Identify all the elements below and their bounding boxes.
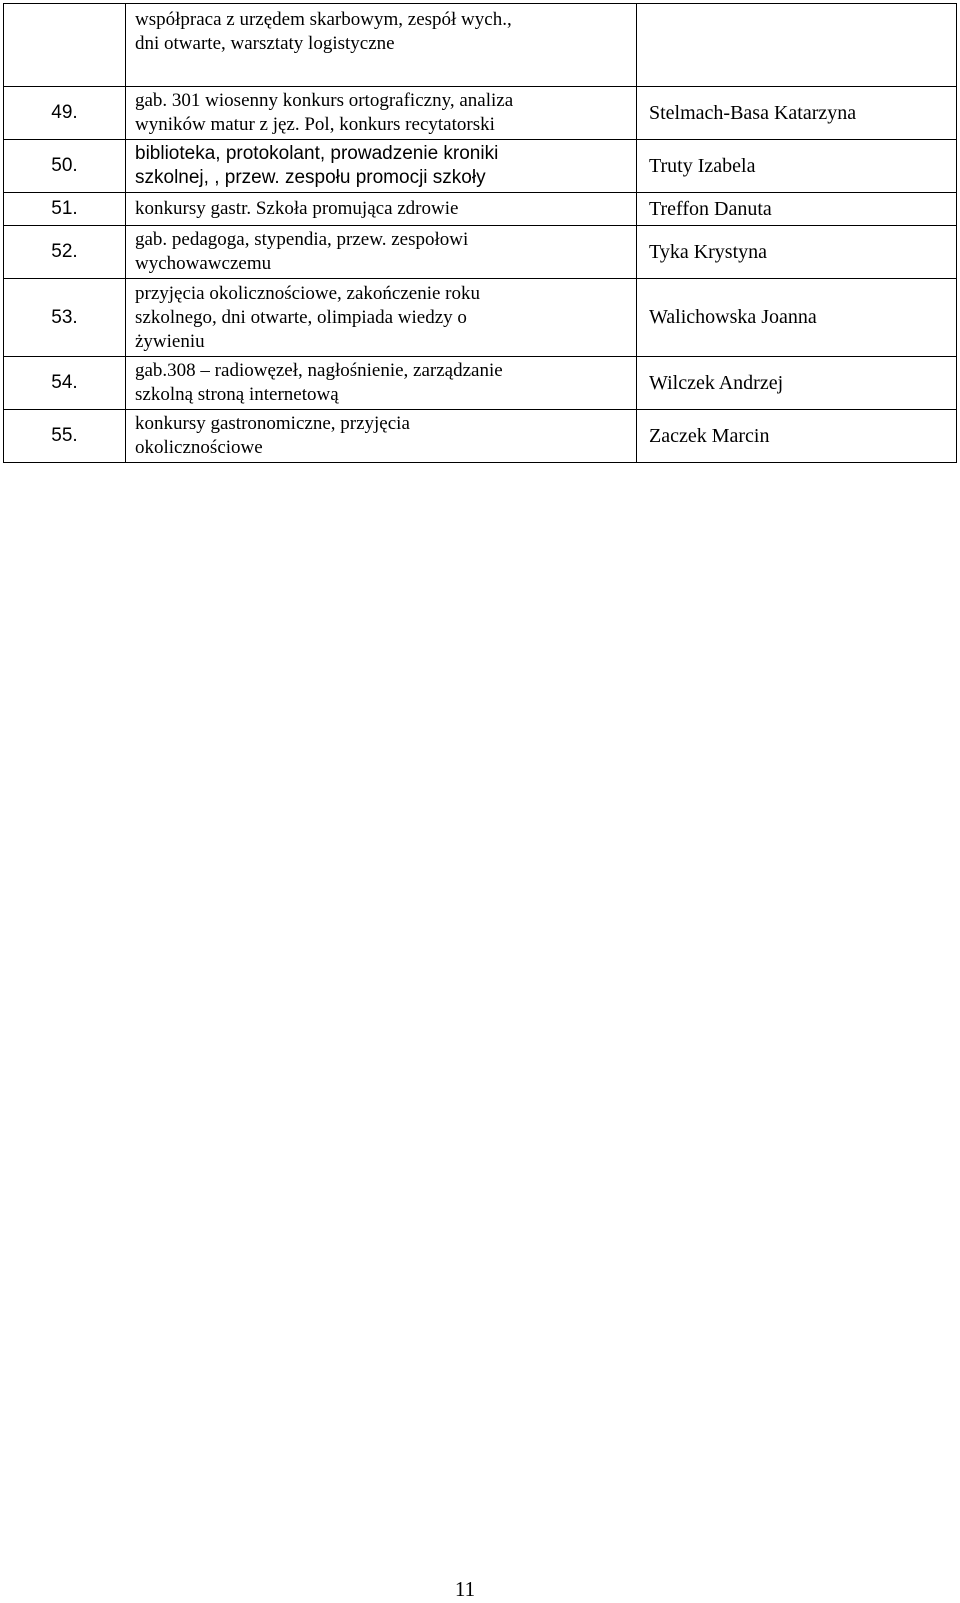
row-number: 50. [4,140,126,193]
duty-line: gab.308 – radiowęzeł, nagłośnienie, zarządzanie [135,360,503,381]
duty-line: współpraca z urzędem skarbowym, zespół wych., [135,9,512,30]
duty-line: biblioteka, protokolant, prowadzenie kroniki [135,143,499,164]
row-number: 51. [4,193,126,226]
row-number: 53. [4,279,126,357]
page-number: 11 [454,1577,476,1601]
row-duties [126,357,637,410]
row-person: Tyka Krystyna [637,226,957,279]
table-row [4,4,957,87]
duty-line: gab. pedagoga, stypendia, przew. zespołowi [135,229,469,250]
table-row [4,193,957,226]
table-row [4,279,957,357]
table-row [4,140,957,193]
row-duties [126,279,637,357]
row-number [4,4,126,87]
duty-line: konkursy gastronomiczne, przyjęcia [135,413,410,434]
duty-line: dni otwarte, warsztaty logistyczne [135,33,395,54]
row-duties [126,140,637,193]
duties-table [3,3,957,463]
row-person: Truty Izabela [637,140,957,193]
row-number: 54. [4,357,126,410]
row-duties [126,87,637,140]
row-number: 49. [4,87,126,140]
row-person: Walichowska Joanna [637,279,957,357]
row-number: 55. [4,410,126,463]
row-duties [126,410,637,463]
row-person [637,4,957,87]
row-duties [126,4,637,87]
duty-line: konkursy gastr. Szkoła promująca zdrowie [135,198,459,219]
table-row [4,410,957,463]
table-row [4,226,957,279]
duty-line: żywieniu [135,330,205,352]
row-person: Zaczek Marcin [637,410,957,463]
row-person: Stelmach-Basa Katarzyna [637,87,957,140]
duty-line: szkolnej, , przew. zespołu promocji szkoły [135,167,486,188]
row-duties [126,226,637,279]
row-person: Treffon Danuta [637,193,957,226]
row-number: 52. [4,226,126,279]
table-row [4,87,957,140]
duty-line: szkolnego, dni otwarte, olimpiada wiedzy o [135,306,467,328]
duty-line: wychowawczemu [135,253,272,274]
duty-line: szkolną stroną internetową [135,384,339,405]
duty-line: przyjęcia okolicznościowe, zakończenie roku [135,282,481,304]
row-person: Wilczek Andrzej [637,357,957,410]
duty-line: wyników matur z jęz. Pol, konkurs recytatorski [135,114,495,135]
row-duties [126,193,637,226]
table-row [4,357,957,410]
duty-line: okolicznościowe [135,437,263,458]
duty-line: gab. 301 wiosenny konkurs ortograficzny, analiza [135,90,514,111]
